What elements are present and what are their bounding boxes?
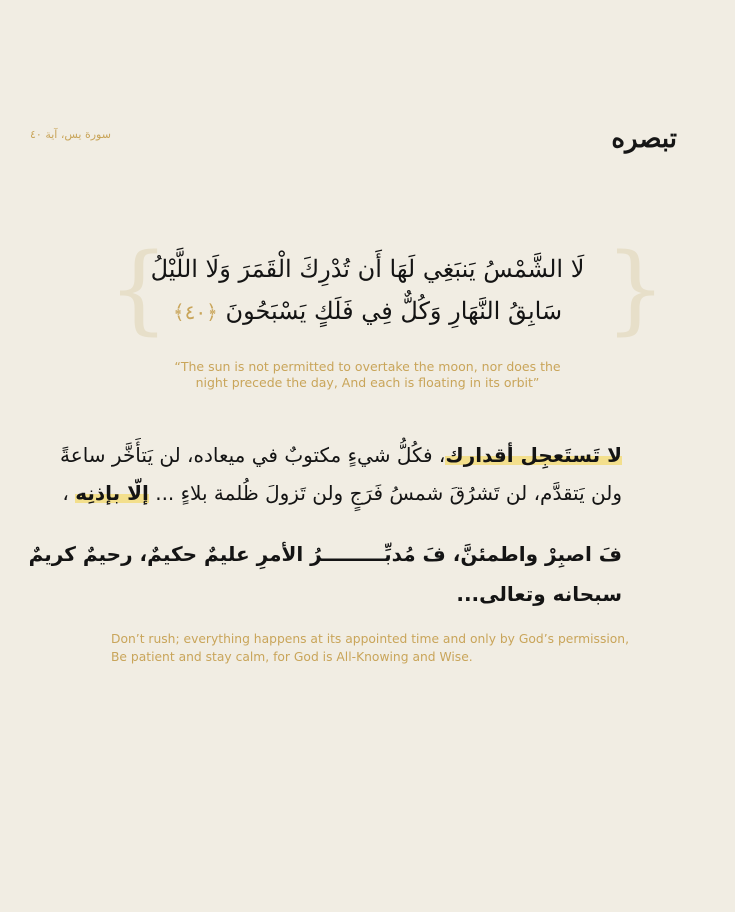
brand-logo: تبصره [611, 124, 677, 154]
english-summary-line-1: Don’t rush; everything happens at its appointed time and only by God’s permission, [111, 632, 630, 646]
translation-line-1: “The sun is not permitted to overtake the moon, nor does the [174, 359, 561, 374]
verse-frame [108, 233, 667, 345]
highlight-by-his-permission: إلّا بإذنِه [75, 481, 149, 505]
reflection-line-2-start: ولن يَتقدَّم، لن تَشرُقَ شمسُ فَرَجٍ ولن تَزولَ ظُلمة بلاءٍ ... [148, 481, 622, 505]
reflection-paragraph-2 [28, 534, 622, 614]
ayah-number: ﴿٤٠﴾ [172, 300, 218, 324]
reflection-line-4: سبحانه وتعالى... [456, 582, 622, 606]
english-summary-line-2: Be patient and stay calm, for God is All-Knowing and Wise. [111, 650, 473, 664]
highlight-dont-rush: لا تَستَعجِل أقدارك [445, 443, 622, 467]
reflection-line-2 [62, 474, 622, 512]
translation-line-2: night precede the day, And each is floating in its orbit” [195, 375, 540, 390]
reflection-line-3: فَ اصبِرْ واطمئنَّ، فَ مُدبِّـــــــــرُ الأمرِ عليمٌ حكيمٌ، رحيمٌ كريمٌ [28, 542, 622, 566]
bracket-right: } [605, 233, 667, 345]
verse-line-2 [138, 297, 597, 325]
reflection-paragraph-1 [60, 436, 622, 512]
surah-reference: سورة يس، آية ٤٠ [30, 128, 111, 141]
verse-line-2-text: سَابِقُ النَّهَارِ وَكُلٌّ فِي فَلَكٍ يَسْبَحُونَ [225, 297, 563, 325]
reflection-line-1 [60, 436, 622, 474]
reflection-line-1-rest: ، فكُلُّ شيءٍ مكتوبٌ في ميعاده، لن يَتأَخَّر ساعةً [60, 443, 446, 467]
bracket-left: { [108, 233, 170, 345]
verse-translation [160, 359, 575, 391]
verse-line-1: لَا الشَّمْسُ يَنبَغِي لَهَا أَن تُدْرِكَ الْقَمَرَ وَلَا اللَّيْلُ [150, 255, 585, 283]
english-summary [111, 630, 631, 666]
reflection-line-2-end: ، [62, 481, 76, 505]
